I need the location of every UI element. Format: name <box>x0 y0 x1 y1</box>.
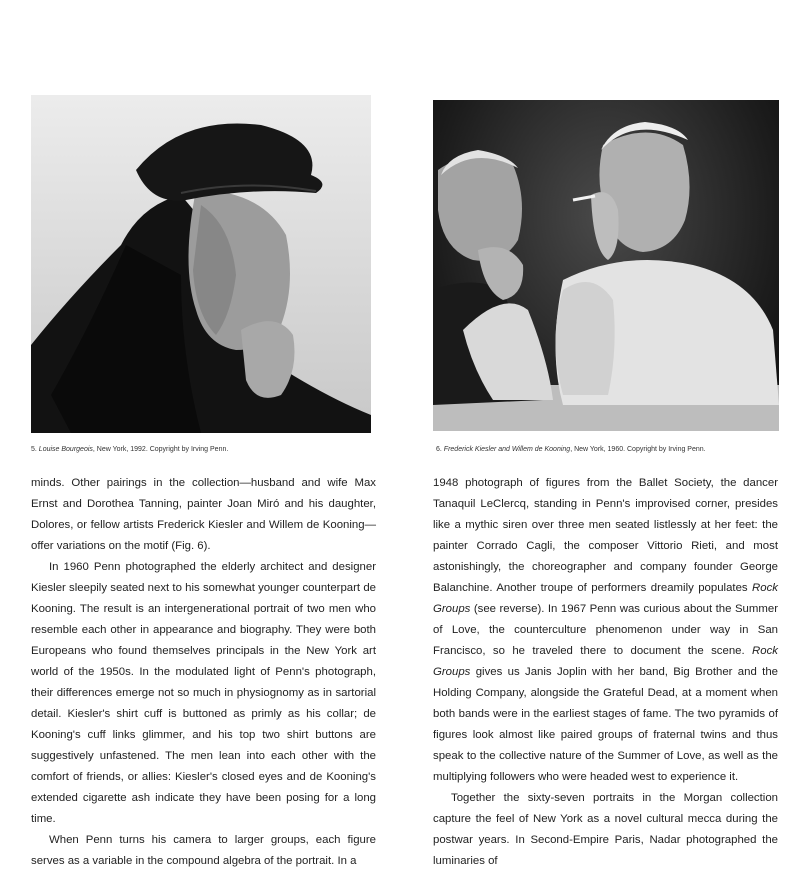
caption-number: 6. <box>436 446 442 453</box>
paragraph: Together the sixty-seven portraits in the Morgan collection capture the feel of New York as a novel cultural mecca during the postwar years. In Second-Empire Paris, Nadar photographed the luminaries of <box>433 792 778 867</box>
text-run-italic: Rock Groups <box>433 645 778 678</box>
caption-number: 5. <box>31 446 37 453</box>
portrait-illustration-left <box>31 95 371 433</box>
left-text-column <box>31 473 376 872</box>
portrait-illustration-right <box>433 100 779 431</box>
paragraph <box>433 473 778 788</box>
photo-kiesler-de-kooning <box>433 100 779 431</box>
caption-figure-6 <box>436 445 706 454</box>
text-run: 1948 photograph of figures from the Ballet Society, the dancer Tanaquil LeClercq, standing in Penn's improvised corner, presides like a mythic siren over three men seated listlessly at her feet: the painter Corrado Cagli, the composer Vittorio Rieti, and most astonishingly, the choreographer and company founder George Balanchine. Another troupe of performers dreamily populates <box>433 477 778 594</box>
text-run: (see reverse). In 1967 Penn was curious about the Summer of Love, the counterculture phenomenon under way in San Francisco, so he traveled there to document the scene. <box>433 603 778 657</box>
photo-louise-bourgeois <box>31 95 371 433</box>
paragraph: In 1960 Penn photographed the elderly architect and designer Kiesler sleepily seated next to his somewhat younger counterpart de Kooning. The result is an intergenerational portrait of two men who resemble each other in appearance and biography. They were both Europeans who found themselves principals in the New York art world of the 1950s. In the modulated light of Penn's photograph, their differences emerge not so much in physiognomy as in sartorial detail. Kiesler's shirt cuff is buttoned as primly as his collar; de Kooning's cuff links glimmer, and his top two shirt buttons are suggestively unfastened. The men lean into each other with the comfort of friends, or allies: Kiesler's closed eyes and de Kooning's extended cigarette ash indicate they have been posing for a long time. <box>31 561 376 825</box>
right-text-column <box>433 473 778 872</box>
paragraph: minds. Other pairings in the collection—husband and wife Max Ernst and Dorothea Tanning, painter Joan Miró and his daughter, Dolores, or fellow artists Frederick Kiesler and Willem de Kooning—offer variations on the motif (Fig. 6). <box>31 477 376 552</box>
caption-details: , New York, 1960. Copyright by Irving Penn. <box>570 446 706 453</box>
caption-title: Louise Bourgeois <box>38 446 93 453</box>
caption-details: , New York, 1992. Copyright by Irving Penn. <box>92 446 229 453</box>
text-run: gives us Janis Joplin with her band, Big Brother and the Holding Company, alongside the Grateful Dead, at a moment when both bands were in the earliest stages of fame. The two pyramids of figures look almost like paired groups of fraternal twins and thus speak to the collective nature of the Summer of Love, as well as the multiplying followers who were headed west to experience it. <box>433 666 778 783</box>
caption-title: Frederick Kiesler and Willem de Kooning <box>443 446 571 453</box>
paragraph: When Penn turns his camera to larger groups, each figure serves as a variable in the compound algebra of the portrait. In a <box>31 834 376 867</box>
caption-figure-5 <box>31 445 228 454</box>
text-run-italic: Rock Groups <box>433 582 778 615</box>
